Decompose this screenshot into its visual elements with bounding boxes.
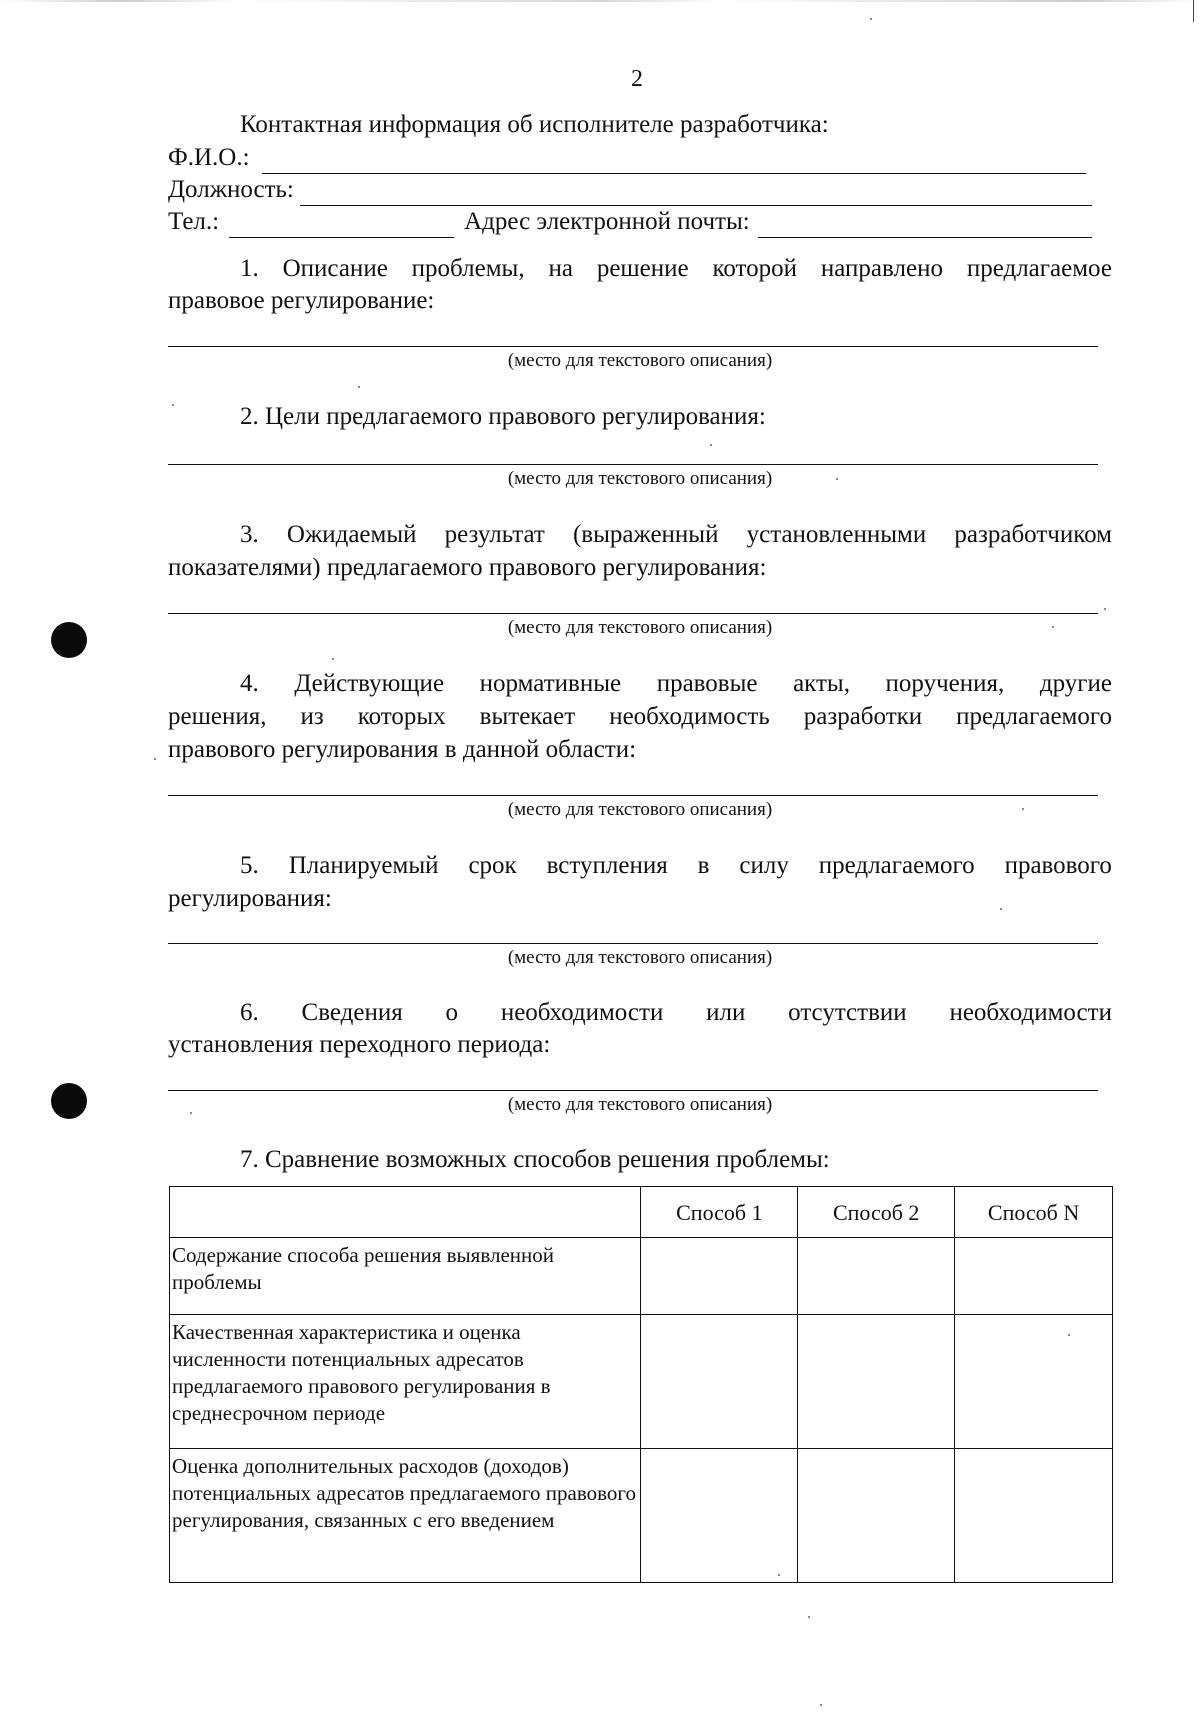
word: которых	[357, 703, 446, 730]
word: проблемы,	[411, 255, 525, 282]
section-5-line-2: регулирования:	[168, 885, 332, 912]
scan-speck	[172, 404, 174, 406]
table-header-method-2: Способ 2	[798, 1187, 955, 1238]
word: Планируемый	[288, 852, 439, 879]
word: решение	[596, 255, 689, 282]
punch-hole-top	[51, 622, 87, 658]
table-row	[170, 1315, 1113, 1449]
section-2-answer-line[interactable]	[168, 464, 1098, 465]
word: на	[548, 255, 573, 282]
fio-field-line[interactable]	[262, 149, 1086, 174]
section-6-line-2: установления переходного периода:	[168, 1031, 551, 1058]
word: решения,	[168, 703, 267, 730]
word: 6.	[240, 999, 259, 1026]
row-label-quality: Качественная характеристика и оценка численности потенциальных адресатов предлагаемого правового регулирования в среднесрочном периоде	[170, 1315, 641, 1449]
word: нормативные	[479, 670, 622, 697]
section-3-caption: (место для текстового описания)	[507, 617, 773, 638]
scan-speck	[710, 444, 712, 446]
table-cell[interactable]	[641, 1238, 798, 1315]
table-header-method-1: Способ 1	[641, 1187, 798, 1238]
word: установленными	[746, 521, 927, 548]
row-label-content: Содержание способа решения выявленной проблемы	[170, 1238, 641, 1315]
table-cell[interactable]	[641, 1449, 798, 1583]
scan-speck	[808, 1616, 810, 1618]
word: силу	[739, 852, 789, 879]
section-4-line-3: правового регулирования в данной области:	[168, 736, 637, 763]
word: о	[445, 999, 459, 1026]
table-cell[interactable]	[955, 1315, 1113, 1449]
section-3-line-2: показателями) предлагаемого правового регулирования:	[168, 554, 767, 581]
scan-speck	[154, 758, 156, 760]
position-field-line[interactable]	[300, 181, 1092, 206]
section-5-answer-line[interactable]	[168, 943, 1098, 944]
section-6-line-1	[240, 996, 1112, 1029]
section-4-answer-line[interactable]	[168, 795, 1098, 796]
scan-speck	[1022, 808, 1024, 810]
scan-speck	[836, 478, 838, 480]
comparison-table	[169, 1186, 1113, 1583]
section-7-heading: 7. Сравнение возможных способов решения проблемы:	[240, 1146, 830, 1173]
phone-field-line[interactable]	[229, 213, 454, 238]
section-1-caption: (место для текстового описания)	[507, 350, 773, 371]
section-1-answer-line[interactable]	[168, 346, 1098, 347]
scan-top-edge	[0, 0, 1200, 2]
word: или	[706, 999, 746, 1026]
scan-speck	[870, 18, 872, 20]
section-5-line-1	[240, 849, 1112, 882]
word: предлагаемого	[956, 703, 1112, 730]
fio-row	[168, 142, 1086, 174]
word: из	[300, 703, 324, 730]
word: Описание	[282, 255, 388, 282]
word: предлагаемого	[818, 852, 975, 879]
word: Действующие	[294, 670, 445, 697]
contact-heading: Контактная информация об исполнителе разработчика:	[240, 111, 829, 138]
word: направлено	[820, 255, 943, 282]
email-field-line[interactable]	[758, 213, 1092, 238]
scan-speck	[190, 1112, 192, 1114]
position-label: Должность:	[168, 176, 294, 203]
section-3-answer-line[interactable]	[168, 613, 1098, 614]
section-6-answer-line[interactable]	[168, 1090, 1098, 1091]
scan-speck	[778, 1574, 780, 1576]
word: правового	[1004, 852, 1112, 879]
word: результат	[444, 521, 545, 548]
position-row	[168, 174, 1092, 206]
section-3-line-1	[240, 518, 1112, 551]
page-number: 2	[631, 66, 643, 92]
word: необходимость	[609, 703, 770, 730]
word: которой	[712, 255, 798, 282]
table-cell[interactable]	[798, 1238, 955, 1315]
table-header-method-n: Способ N	[955, 1187, 1113, 1238]
word: поручения,	[885, 670, 1005, 697]
word: (выраженный	[572, 521, 719, 548]
punch-hole-bottom	[51, 1083, 87, 1119]
section-5-caption: (место для текстового описания)	[507, 947, 773, 968]
word: вытекает	[479, 703, 576, 730]
table-cell[interactable]	[955, 1238, 1113, 1315]
table-cell[interactable]	[798, 1315, 955, 1449]
table-row	[170, 1238, 1113, 1315]
scan-speck	[1104, 608, 1106, 610]
section-1-line-2: правовое регулирование:	[168, 287, 435, 314]
word: 4.	[240, 670, 259, 697]
table-cell[interactable]	[641, 1315, 798, 1449]
scan-speck	[1068, 1334, 1070, 1336]
scan-speck	[1052, 626, 1054, 628]
word: в	[697, 852, 710, 879]
word: разработки	[803, 703, 923, 730]
word: разработчиком	[954, 521, 1112, 548]
table-cell[interactable]	[798, 1449, 955, 1583]
fio-label: Ф.И.О.:	[168, 144, 250, 171]
section-4-caption: (место для текстового описания)	[507, 799, 773, 820]
word: другие	[1039, 670, 1112, 697]
table-header-row	[170, 1187, 1113, 1238]
scan-speck	[820, 1704, 822, 1706]
table-header-empty	[170, 1187, 641, 1238]
word: 3.	[240, 521, 259, 548]
word: срок	[468, 852, 517, 879]
email-label: Адрес электронной почты:	[464, 208, 750, 235]
section-6-caption: (место для текстового описания)	[507, 1094, 773, 1115]
section-2-line-1: 2. Цели предлагаемого правового регулирования:	[240, 403, 766, 430]
phone-email-row	[168, 206, 1092, 238]
word: необходимости	[949, 999, 1112, 1026]
section-4-line-2	[168, 700, 1112, 733]
word: акты,	[793, 670, 850, 697]
word: правовые	[656, 670, 758, 697]
word: 1.	[240, 255, 259, 282]
phone-label: Тел.:	[168, 208, 220, 235]
word: необходимости	[500, 999, 664, 1026]
row-label-costs: Оценка дополнительных расходов (доходов) потенциальных адресатов предлагаемого правового регулирования, связанных с его введением	[170, 1449, 641, 1583]
word: Сведения	[301, 999, 403, 1026]
scan-speck	[358, 386, 360, 388]
word: Ожидаемый	[286, 521, 417, 548]
scan-speck	[332, 658, 334, 660]
word: 5.	[240, 852, 259, 879]
scan-right-mark	[1193, 0, 1194, 22]
word: отсутствии	[788, 999, 907, 1026]
table-row	[170, 1449, 1113, 1583]
scan-speck	[1000, 908, 1002, 910]
word: предлагаемое	[966, 255, 1112, 282]
section-4-line-1	[240, 667, 1112, 700]
word: вступления	[546, 852, 668, 879]
section-1-line-1	[240, 252, 1112, 285]
section-2-caption: (место для текстового описания)	[507, 468, 773, 489]
table-cell[interactable]	[955, 1449, 1113, 1583]
